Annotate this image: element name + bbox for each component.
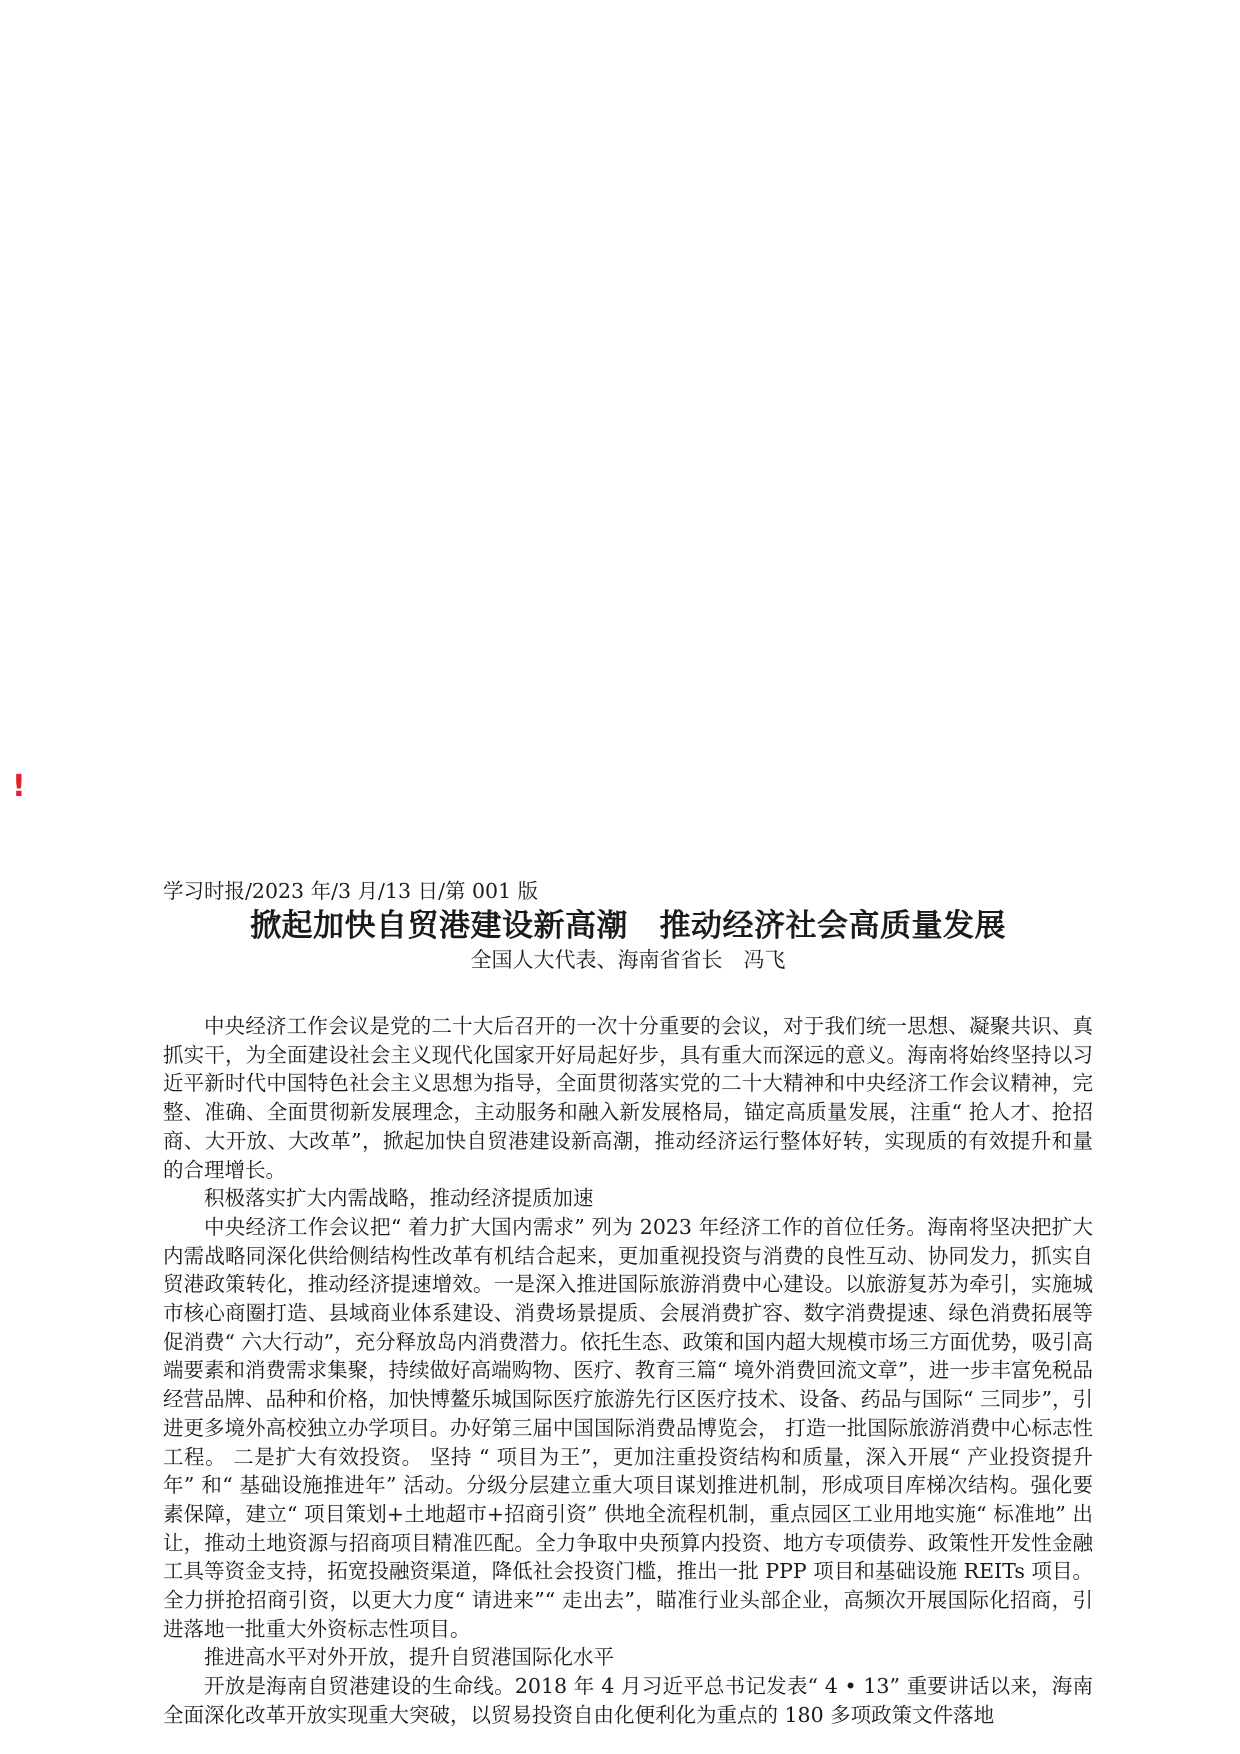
- red-exclamation-mark: !: [12, 769, 26, 804]
- source-line: 学习时报/2023 年/3 月/13 日/第 001 版: [163, 879, 539, 903]
- paragraph-domestic-demand: 中央经济工作会议把“ 着力扩大国内需求” 列为 2023 年经济工作的首位任务。海南将坚决把扩大内需战略同深化供给侧结构性改革有机结合起来，更加重视投资与消费的良性互动、协同发力，抓实自贸港政策转化，推动经济提速增效。一是深入推进国际旅游消费中心建设。以旅游复苏为牵引，实施城市核心商圈打造、县域商业体系建设、消费场景提质、会展消费扩容、数字消费提速、绿色消费拓展等促消费“ 六大行动”，充分释放岛内消费潜力。依托生态、政策和国内超大规模市场三方面优势，吸引高端要素和消费需求集聚，持续做好高端购物、医疗、教育三篇“ 境外消费回流文章”，进一步丰富免税品经营品牌、品种和价格，加快博鳌乐城国际医疗旅游先行区医疗技术、设备、药品与国际“ 三同步”，引进更多境外高校独立办学项目。办好第三届中国国际消费品博览会， 打造一批国际旅游消费中心标志性工程。 二是扩大有效投资。 坚持 “ 项目为王”，更加注重投资结构和质量，深入开展“ 产业投资提升年” 和“ 基础设施推进年” 活动。分级分层建立重大项目谋划推进机制，形成项目库梯次结构。强化要素保障，建立“ 项目策划+土地超市+招商引资” 供地全流程机制，重点园区工业用地实施“ 标准地” 出让，推动土地资源与招商项目精准匹配。全力争取中央预算内投资、地方专项债券、政策性开发性金融工具等资金支持，拓宽投融资渠道，降低社会投资门槛，推出一批 PPP 项目和基础设施 REITs 项目。全力拼抢招商引资，以更大力度“ 请进来”“ 走出去”，瞄准行业头部企业，高频次开展国际化招商，引进落地一批重大外资标志性项目。: [163, 1214, 1093, 1641]
- article-title: 掀起加快自贸港建设新高潮 推动经济社会高质量发展: [250, 908, 1006, 944]
- paragraph-intro: 中央经济工作会议是党的二十大后召开的一次十分重要的会议，对于我们统一思想、凝聚共识、真抓实干，为全面建设社会主义现代化国家开好局起好步，具有重大而深远的意义。海南将始终坚持以习近平新时代中国特色社会主义思想为指导，全面贯彻落实党的二十大精神和中央经济工作会议精神，完整、准确、全面贯彻新发展理念，主动服务和融入新发展格局，锚定高质量发展，注重“ 抢人才、抢招商、大开放、大改革”，掀起加快自贸港建设新高潮，推动经济运行整体好转，实现质的有效提升和量的合理增长。: [163, 1014, 1093, 1182]
- paragraph-opening-up: 开放是海南自贸港建设的生命线。2018 年 4 月习近平总书记发表“ 4 • 13” 重要讲话以来，海南全面深化改革开放实现重大突破，以贸易投资自由化便利化为重点的 180 多项政策文件落地: [163, 1674, 1093, 1727]
- section-heading-domestic-demand: 积极落实扩大内需战略，推动经济提质加速: [204, 1186, 594, 1211]
- article-author: 全国人大代表、海南省省长 冯飞: [470, 948, 786, 972]
- section-heading-opening-up: 推进高水平对外开放，提升自贸港国际化水平: [204, 1645, 614, 1670]
- article: [163, 876, 1093, 1730]
